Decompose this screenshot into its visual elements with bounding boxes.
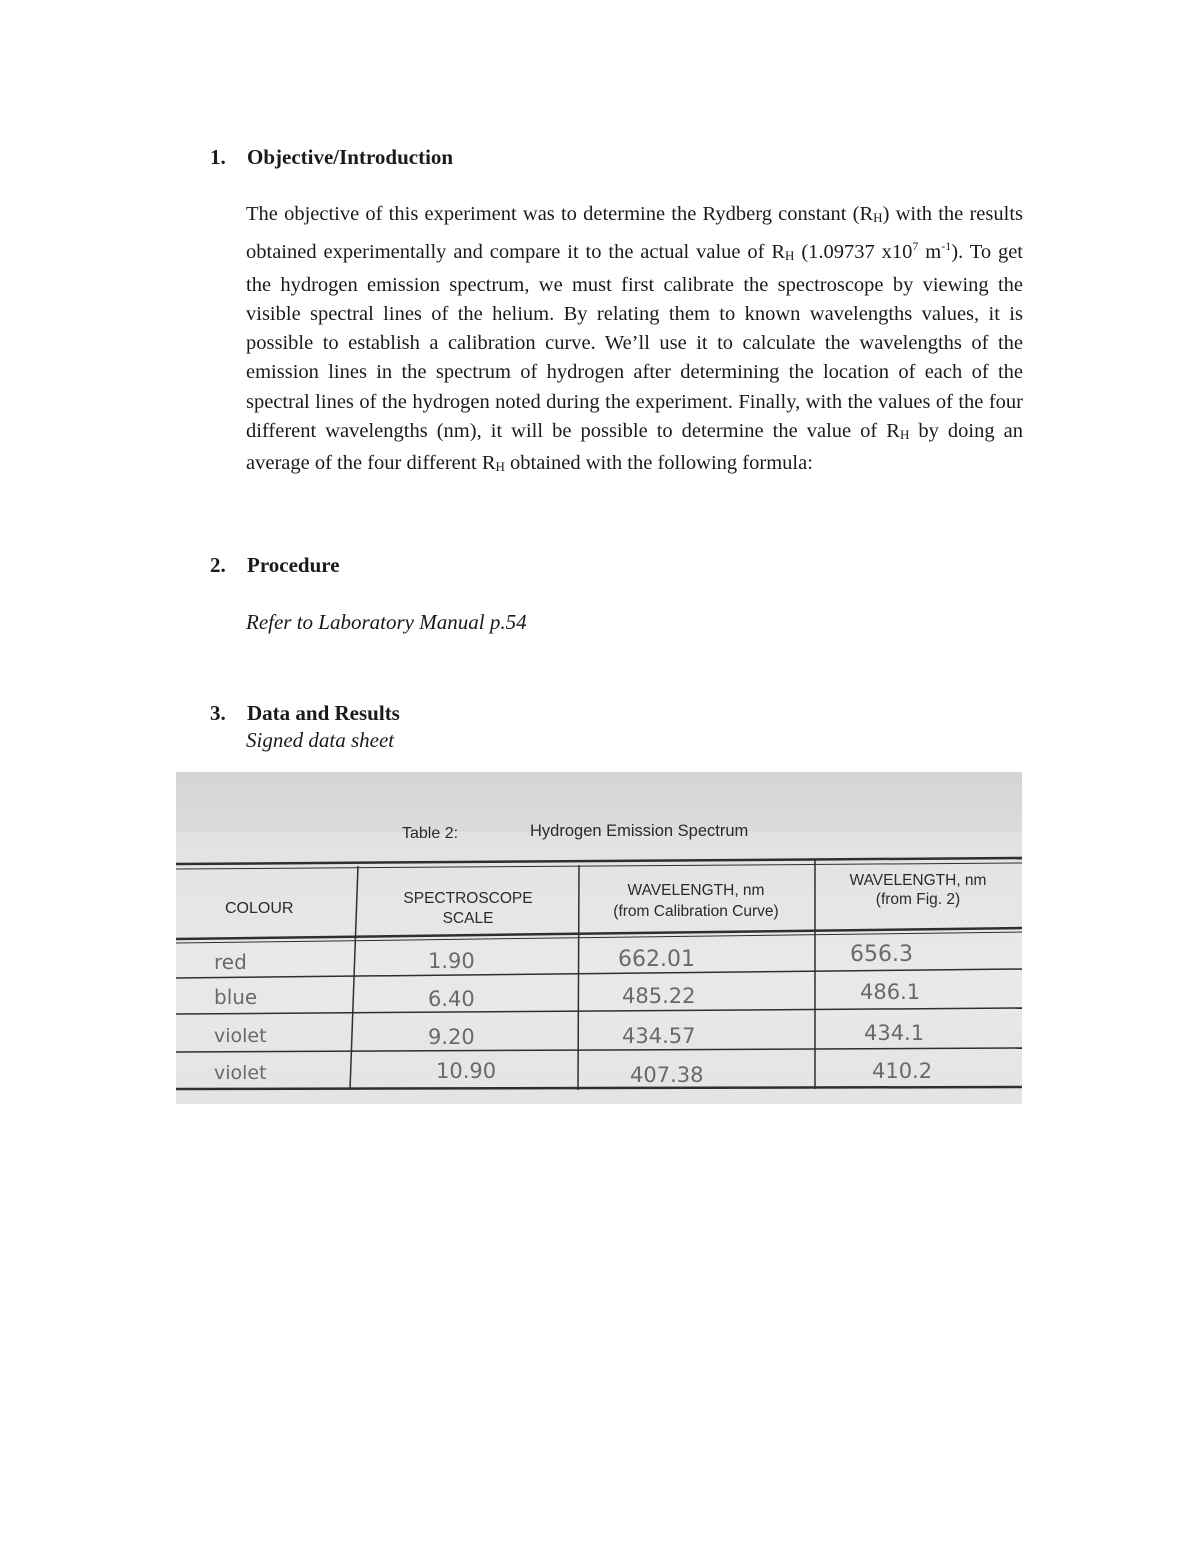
subscript: H <box>873 210 883 225</box>
cell-wl-cal: 485.22 <box>622 984 696 1008</box>
cell-colour: violet <box>214 1025 267 1047</box>
cell-wl-cal: 407.38 <box>630 1063 704 1087</box>
cell-wl-fig: 486.1 <box>860 980 921 1004</box>
header-wl-cal-line2: (from Calibration Curve) <box>613 903 779 920</box>
results-caption: Signed data sheet <box>246 728 395 752</box>
cell-wl-fig: 410.2 <box>872 1059 933 1083</box>
cell-wl-fig: 656.3 <box>850 942 913 967</box>
section-title: Objective/Introduction <box>247 145 454 169</box>
procedure-reference: Refer to Laboratory Manual p.54 <box>246 610 527 634</box>
cell-wl-cal: 434.57 <box>622 1024 696 1048</box>
data-sheet-table <box>176 772 1022 1104</box>
cell-colour: violet <box>214 1062 267 1084</box>
superscript: -1 <box>941 239 952 254</box>
section-heading-results <box>210 699 1025 727</box>
subscript: H <box>785 248 795 264</box>
cell-scale: 6.40 <box>428 987 475 1011</box>
cell-scale: 1.90 <box>428 949 475 973</box>
objective-paragraph <box>246 200 1023 482</box>
subscript: H <box>899 427 910 443</box>
text-run: ). To get the hydrogen emission spectrum, we must first calibrate the spectroscope by viewing the visible spectral lines of the helium. By relating them to known wavelengths values, it is possible to establish a calibration curve. We’ll use it to calculate the wavelengths of the emission lines in the spectrum of hydrogen after determining the location of each of the spectral lines of the hydrogen noted during the experiment. Finally, with the values of the four different wavelengths (nm), it will be possible to determine the value of R <box>246 241 1024 443</box>
header-wl-fig-line2: (from Fig. 2) <box>875 891 961 908</box>
table-row <box>214 1021 924 1049</box>
header-colour: COLOUR <box>225 900 294 917</box>
section-heading-objective <box>210 143 1025 171</box>
section-title: Procedure <box>247 553 340 577</box>
text-run: by doing an average of the four different R <box>246 420 1024 475</box>
text-run: obtained with the following formula: <box>504 452 813 475</box>
cell-scale: 9.20 <box>428 1025 475 1049</box>
text-run: (1.09737 x10 <box>794 241 913 264</box>
subscript: H <box>495 459 505 475</box>
cell-colour: blue <box>214 985 258 1009</box>
section-number: 1. <box>210 145 226 169</box>
section-number: 2. <box>210 553 226 577</box>
section-number: 3. <box>210 701 226 725</box>
superscript: 7 <box>912 239 919 254</box>
cell-scale: 10.90 <box>436 1059 497 1083</box>
cell-colour: red <box>214 950 247 974</box>
data-sheet-photo <box>176 772 1022 1104</box>
section-title: Data and Results <box>247 701 400 725</box>
table-row <box>214 1059 932 1087</box>
section-heading-procedure <box>210 551 1025 579</box>
header-scale-line2: SCALE <box>442 910 494 927</box>
table-row <box>214 942 913 974</box>
table-row <box>214 980 920 1011</box>
text-run: ) with the results obtained experimentally and compare it to the actual value of R <box>246 203 1024 264</box>
cell-wl-cal: 662.01 <box>618 947 695 972</box>
cell-wl-fig: 434.1 <box>864 1021 925 1045</box>
text-run: The objective of this experiment was to determine the Rydberg constant (R <box>246 203 874 225</box>
table-title: Hydrogen Emission Spectrum <box>530 822 749 840</box>
header-wl-fig-line1: WAVELENGTH, nm <box>849 872 987 889</box>
table-label: Table 2: <box>402 825 459 842</box>
header-scale-line1: SPECTROSCOPE <box>403 890 533 907</box>
text-run: m <box>918 241 942 264</box>
header-wl-cal-line1: WAVELENGTH, nm <box>627 882 765 899</box>
